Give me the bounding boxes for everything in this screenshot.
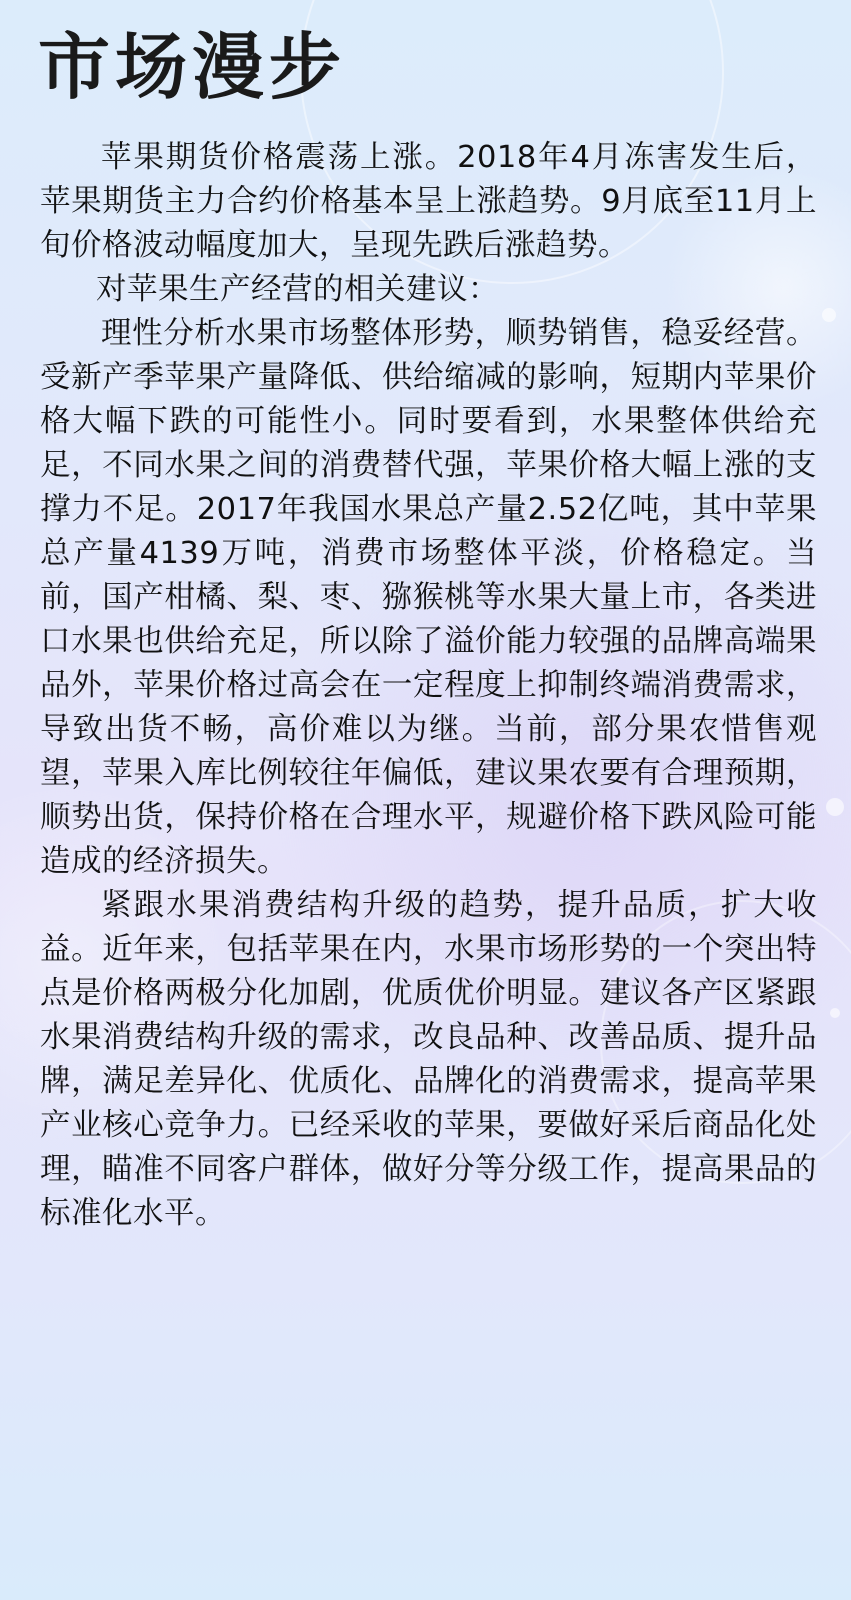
paragraph-futures-price: 苹果期货价格震荡上涨。2018年4月冻害发生后，苹果期货主力合约价格基本呈上涨趋势。9月底至11月上旬价格波动幅度加大，呈现先跌后涨趋势。: [40, 140, 817, 263]
paragraph-consumption-upgrade: 紧跟水果消费结构升级的趋势，提升品质，扩大收益。近年来，包括苹果在内，水果市场形势的一个突出特点是价格两极分化加剧，优质优价明显。建议各产区紧跟水果消费结构升级的需求，改良品种、改善品质、提升品牌，满足差异化、优质化、品牌化的消费需求，提高苹果产业核心竞争力。已经采收的苹果，要做好采后商品化处理，瞄准不同客户群体，做好分等分级工作，提高果品的标准化水平。: [40, 888, 817, 1231]
article-body: [0, 136, 851, 1236]
paragraph-rational-analysis: 理性分析水果市场整体形势，顺势销售，稳妥经营。受新产季苹果产量降低、供给缩减的影响，短期内苹果价格大幅下跌的可能性小。同时要看到，水果整体供给充足，不同水果之间的消费替代强，苹果价格大幅上涨的支撑力不足。2017年我国水果总产量2.52亿吨，其中苹果总产量4139万吨，消费市场整体平淡，价格稳定。当前，国产柑橘、梨、枣、猕猴桃等水果大量上市，各类进口水果也供给充足，所以除了溢价能力较强的品牌高端果品外，苹果价格过高会在一定程度上抑制终端消费需求，导致出货不畅，高价难以为继。当前，部分果农惜售观望，苹果入库比例较往年偏低，建议果农要有合理预期，顺势出货，保持价格在合理水平，规避价格下跌风险可能造成的经济损失。: [40, 316, 817, 879]
page-title: 市场漫步: [38, 25, 347, 109]
paragraph-suggestions-heading: 对苹果生产经营的相关建议：: [96, 272, 499, 307]
